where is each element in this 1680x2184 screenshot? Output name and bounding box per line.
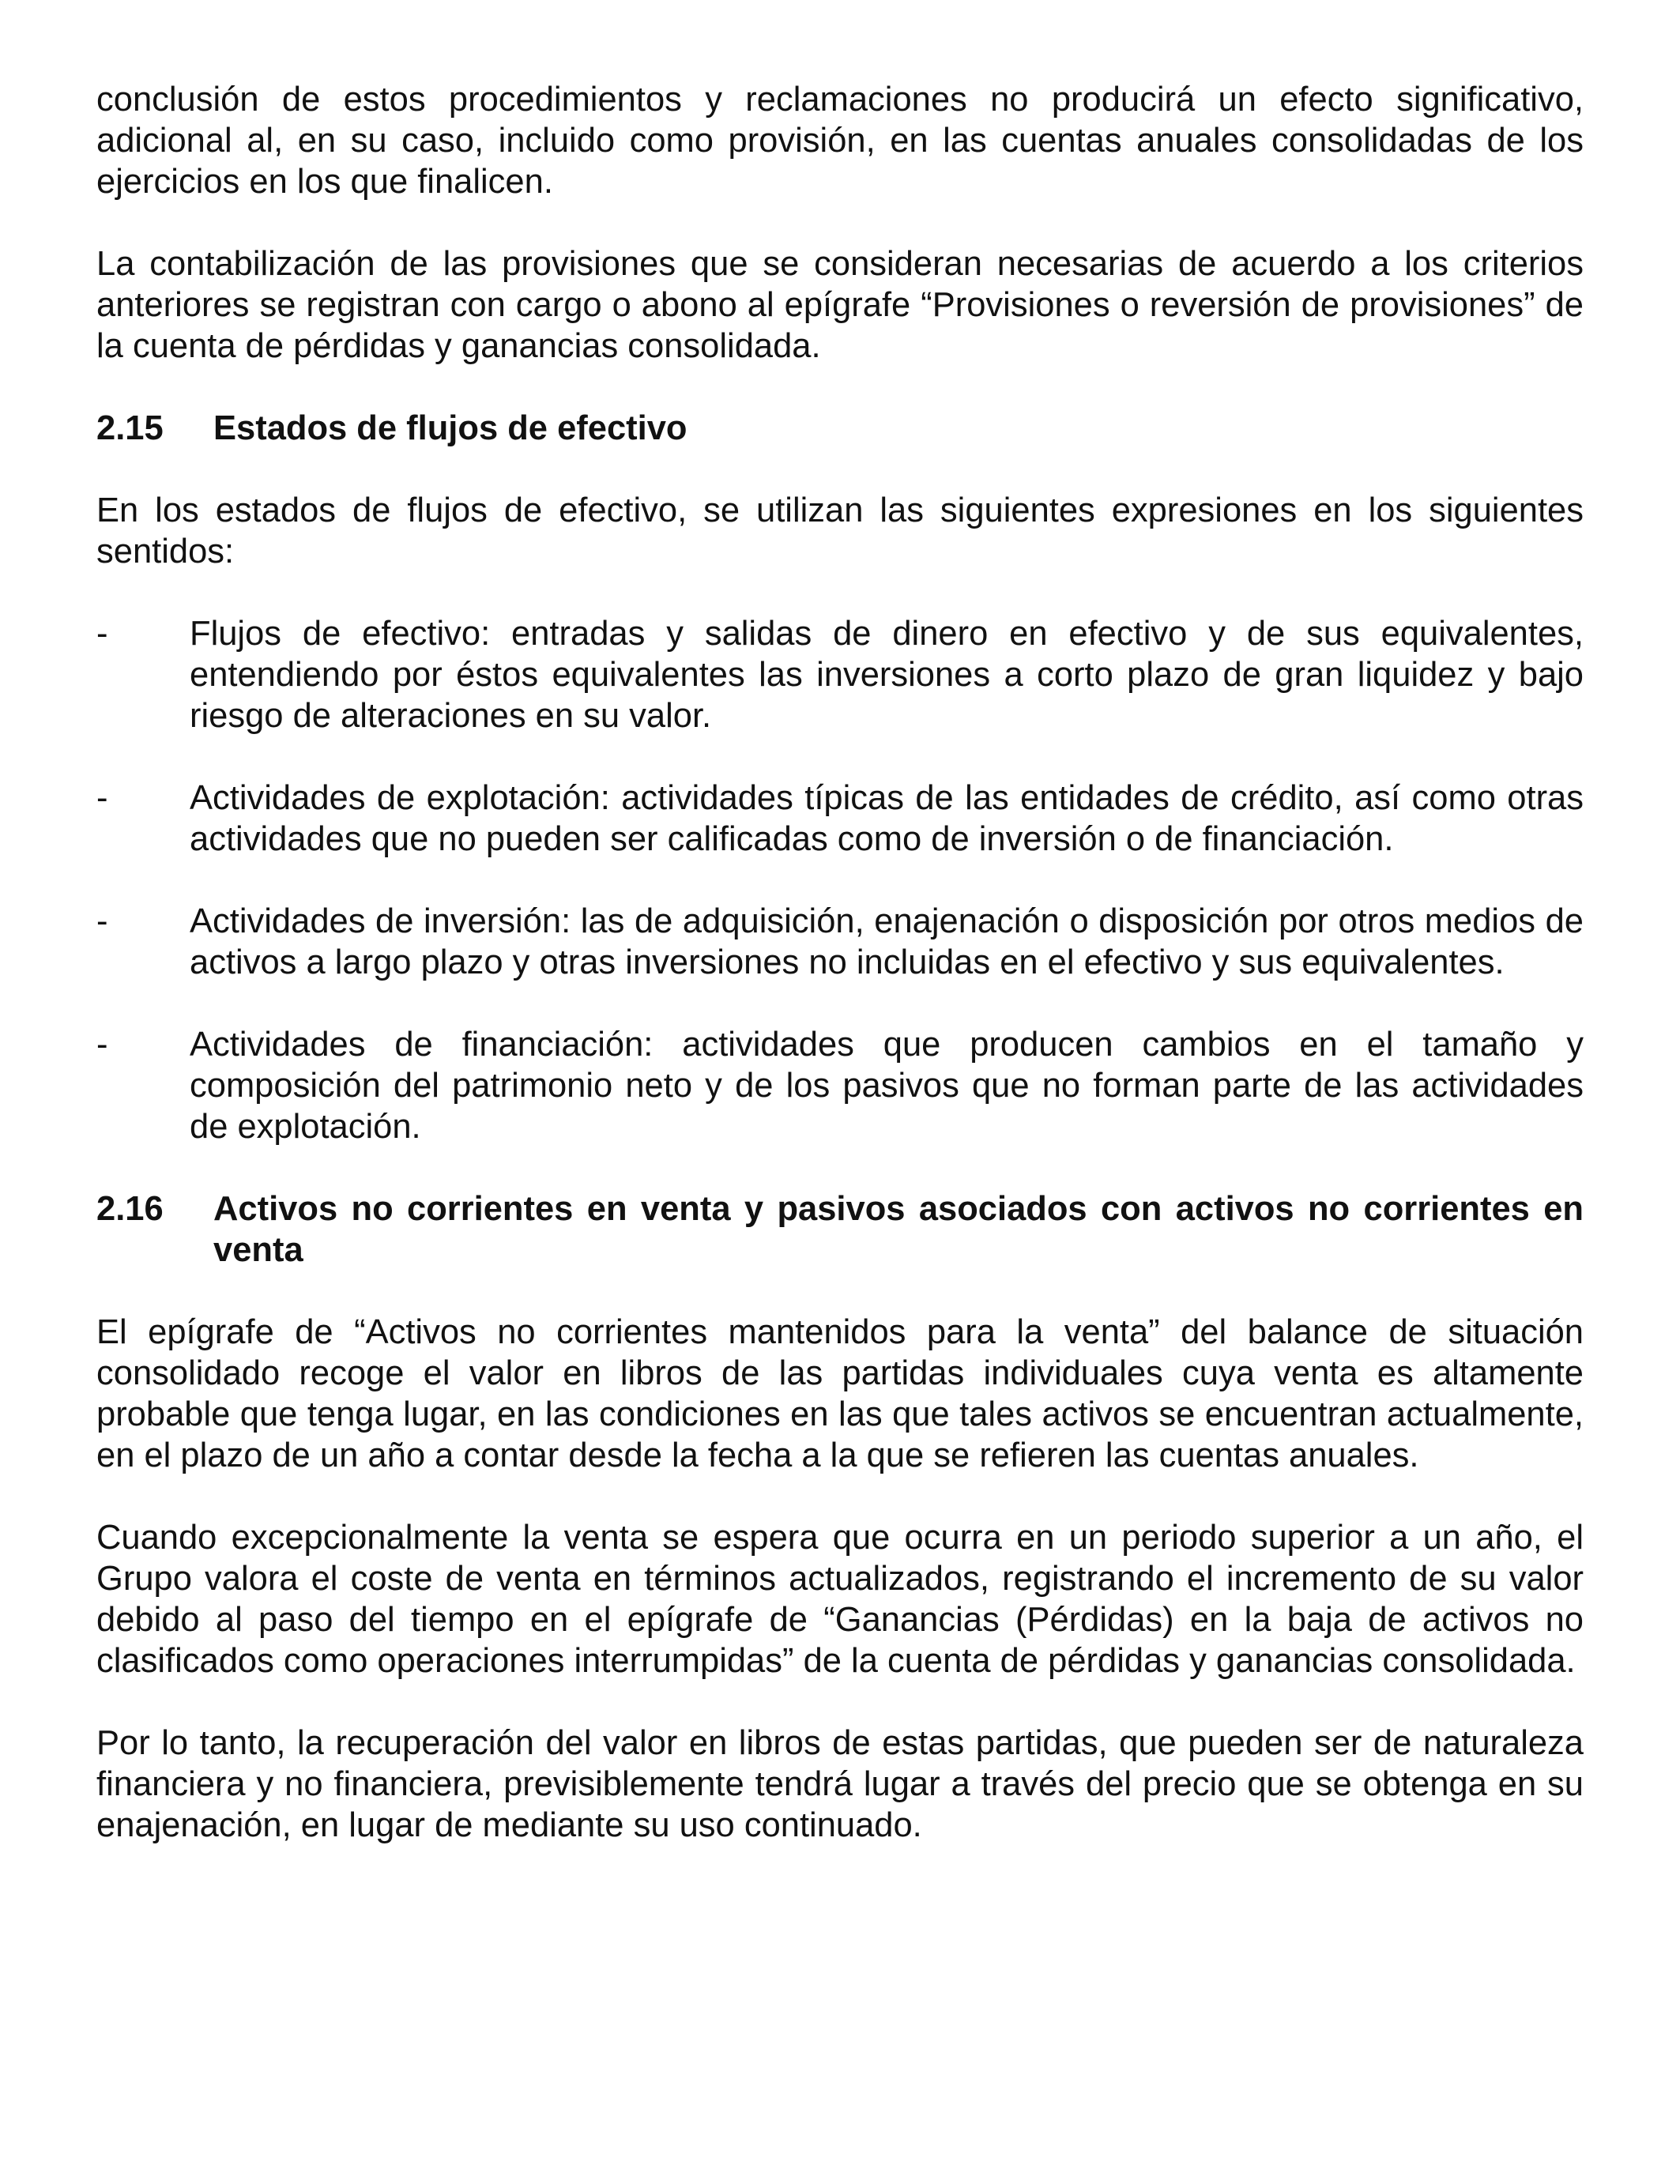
document-page [96, 79, 1584, 1887]
paragraph-provisions-conclusion: conclusión de estos procedimientos y reclamaciones no producirá un efecto significativo, adicional al, en su caso, incluido como provisión, en las cuentas anuales consolidadas de los ejercicios en los que finalicen. [96, 81, 1584, 201]
list-item [96, 1024, 1584, 1147]
list-item [96, 778, 1584, 860]
section-heading-2-16 [96, 1188, 1584, 1271]
list-item [96, 901, 1584, 983]
paragraph-non-current-assets: El epígrafe de “Activos no corrientes mantenidos para la venta” del balance de situación consolidado recoge el valor en libros de las partidas individuales cuya venta es altamente probable que tenga lugar, en las condiciones en las que tales activos se encuentran actualmente, en el plazo de un año a contar desde la fecha a la que se refieren las cuentas anuales. [96, 1313, 1584, 1474]
list-dash: - [96, 902, 108, 940]
list-item [96, 613, 1584, 736]
list-dash: - [96, 615, 108, 653]
list-dash: - [96, 1026, 108, 1064]
list-item-text: Actividades de financiación: actividades que producen cambios en el tamaño y composición del patrimonio neto y de los pasivos que no forman parte de las actividades de explotación. [190, 1026, 1584, 1146]
section-title: Activos no corrientes en venta y pasivos asociados con activos no corrientes en venta [213, 1190, 1584, 1269]
paragraph-provisions-accounting: La contabilización de las provisiones que se consideran necesarias de acuerdo a los criterios anteriores se registran con cargo o abono al epígrafe “Provisiones o reversión de provisiones” de la cuenta de pérdidas y ganancias consolidada. [96, 245, 1584, 365]
list-dash: - [96, 779, 108, 817]
section-number: 2.15 [96, 409, 164, 447]
section-number: 2.16 [96, 1190, 164, 1228]
paragraph-cash-flow-intro: En los estados de flujos de efectivo, se utilizan las siguientes expresiones en los siguientes sentidos: [96, 491, 1584, 570]
list-item-text: Flujos de efectivo: entradas y salidas de dinero en efectivo y de sus equivalentes, entendiendo por éstos equivalentes las inversiones a corto plazo de gran liquidez y bajo riesgo de alteraciones en su valor. [190, 615, 1584, 735]
section-title: Estados de flujos de efectivo [213, 409, 687, 447]
paragraph-sale-period: Cuando excepcionalmente la venta se espera que ocurra en un periodo superior a un año, el Grupo valora el coste de venta en términos actualizados, registrando el incremento de su valor debido al paso del tiempo en el epígrafe de “Ganancias (Pérdidas) en la baja de activos no clasificados como operaciones interrumpidas” de la cuenta de pérdidas y ganancias consolidada. [96, 1519, 1584, 1680]
section-heading-2-15 [96, 408, 1584, 449]
list-item-text: Actividades de explotación: actividades típicas de las entidades de crédito, así como otras actividades que no pueden ser calificadas como de inversión o de financiación. [190, 779, 1584, 858]
paragraph-book-value-recovery: Por lo tanto, la recuperación del valor en libros de estas partidas, que pueden ser de naturaleza financiera y no financiera, previsiblemente tendrá lugar a través del precio que se obtenga en su enajenación, en lugar de mediante su uso continuado. [96, 1724, 1584, 1844]
list-item-text: Actividades de inversión: las de adquisición, enajenación o disposición por otros medios de activos a largo plazo y otras inversiones no incluidas en el efectivo y sus equivalentes. [190, 902, 1584, 981]
